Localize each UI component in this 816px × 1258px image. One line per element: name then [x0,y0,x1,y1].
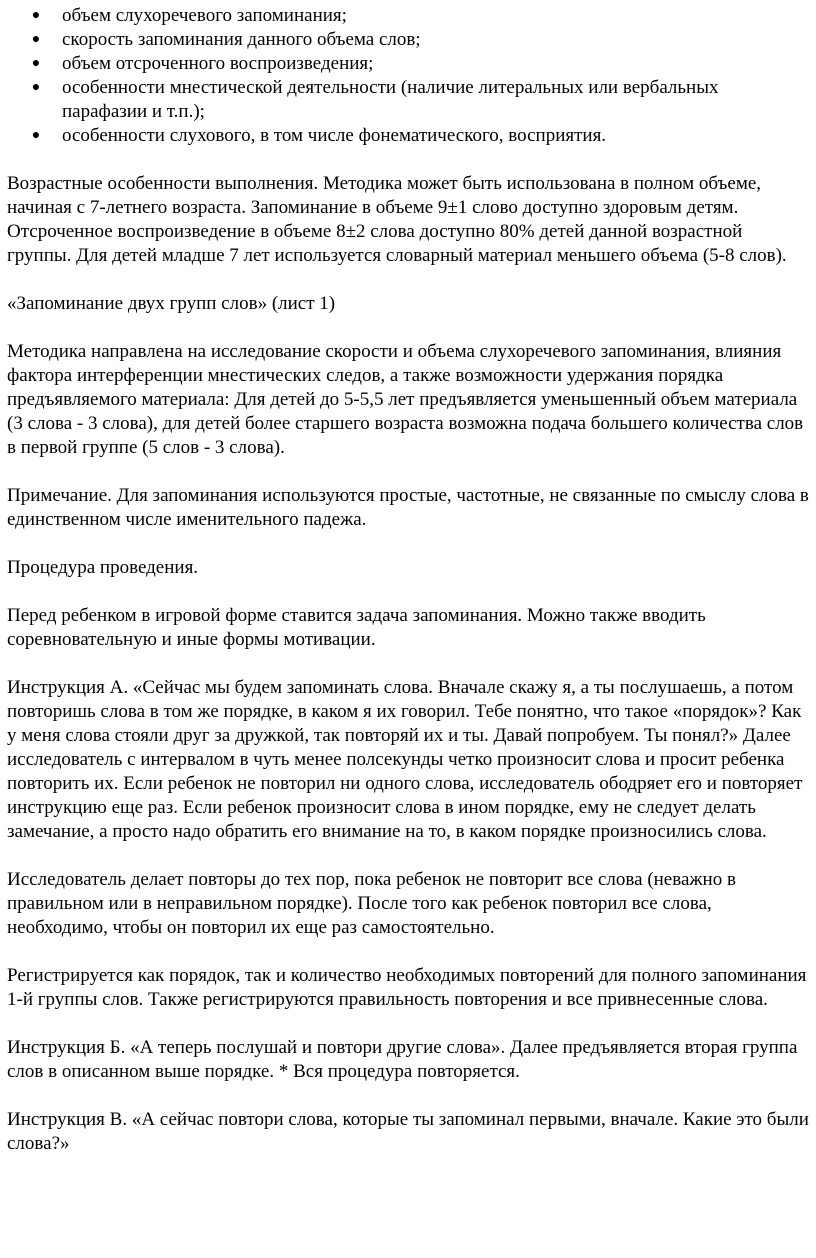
list-item-text: особенности мнестической деятельности (наличие литеральных или вербальных парафазии и т.п.); [62,77,719,122]
list-item-text: особенности слухового, в том числе фонематического, восприятия. [62,125,607,146]
paragraph-age-features: Возрастные особенности выполнения. Методика может быть использована в полном объеме, начиная с 7-летнего возраста. Запоминание в объеме 9±1 слово доступно здоровым детям. Отсроченное воспроизведение в объеме 8±2 слова доступно 80% детей данной возрастной группы. Для детей младше 7 лет используется словарный материал меньшего объема (5-8 слов). [7,173,787,266]
bullet-icon: ● [31,128,41,143]
bullet-icon: ● [31,32,41,47]
paragraph-method-title: «Запоминание двух групп слов» (лист 1) [7,293,336,314]
list-item [0,52,816,76]
list-item [0,4,816,28]
paragraph-note: Примечание. Для запоминания используются простые, частотные, не связанные по смыслу слова в единственном числе именительного падежа. [7,485,809,530]
paragraph-method-description: Методика направлена на исследование скорости и объема слухоречевого запоминания, влияния фактора интерференции мнестических следов, а также возможности удержания порядка предъявляемого материала: Для детей до 5-5,5 лет предъявляется уменьшенный объем материала (3 слова - 3 слова), для детей более старшего возраста возможна подача большего количества слов в первой группе (5 слов - 3 слова). [7,341,804,458]
list-item [0,124,816,148]
paragraph-instruction-b: Инструкция Б. «А теперь послушай и повтори другие слова». Далее предъявляется вторая группа слов в описанном выше порядке. * Вся процедура повторяется. [7,1037,798,1082]
paragraph-motivation: Перед ребенком в игровой форме ставится задача запоминания. Можно также вводить соревновательную и иные формы мотивации. [7,605,706,650]
bullet-icon: ● [31,80,41,95]
list-item [0,76,816,124]
bullet-icon: ● [31,8,41,23]
paragraph-instruction-a: Инструкция А. «Сейчас мы будем запоминать слова. Вначале скажу я, а ты послушаешь, а потом повторишь слова в том же порядке, в каком я их говорил. Тебе понятно, что такое «порядок»? Как у меня слова стояли друг за дружкой, так повторяй их и ты. Давай попробуем. Ты понял?» Далее исследователь с интервалом в чуть менее полсекунды четко произносит слова и просит ребенка повторить их. Если ребенок не повторил ни одного слова, исследователь ободряет его и повторяет инструкцию еще раз. Если ребенок произносит слова в ином порядке, ему не следует делать замечание, а просто надо обратить его внимание на то, в каком порядке произносились слова. [7,677,803,842]
list-item [0,28,816,52]
list-item-text: объем слухоречевого запоминания; [62,5,347,26]
list-item-text: скорость запоминания данного объема слов; [62,29,421,50]
paragraph-repetitions: Исследователь делает повторы до тех пор, пока ребенок не повторит все слова (неважно в правильном или в неправильном порядке). После того как ребенок повторил все слова, необходимо, чтобы он повторил их еще раз самостоятельно. [7,869,736,938]
paragraph-procedure-heading: Процедура проведения. [7,557,199,578]
bullet-icon: ● [31,56,41,71]
list-item-text: объем отсроченного воспроизведения; [62,53,374,74]
paragraph-instruction-c: Инструкция В. «А сейчас повтори слова, которые ты запоминал первыми, вначале. Какие это были слова?» [7,1109,809,1154]
bullet-list [0,4,816,148]
paragraph-registration: Регистрируется как порядок, так и количество необходимых повторений для полного запоминания 1-й группы слов. Также регистрируются правильность повторения и все привнесенные слова. [7,965,807,1010]
